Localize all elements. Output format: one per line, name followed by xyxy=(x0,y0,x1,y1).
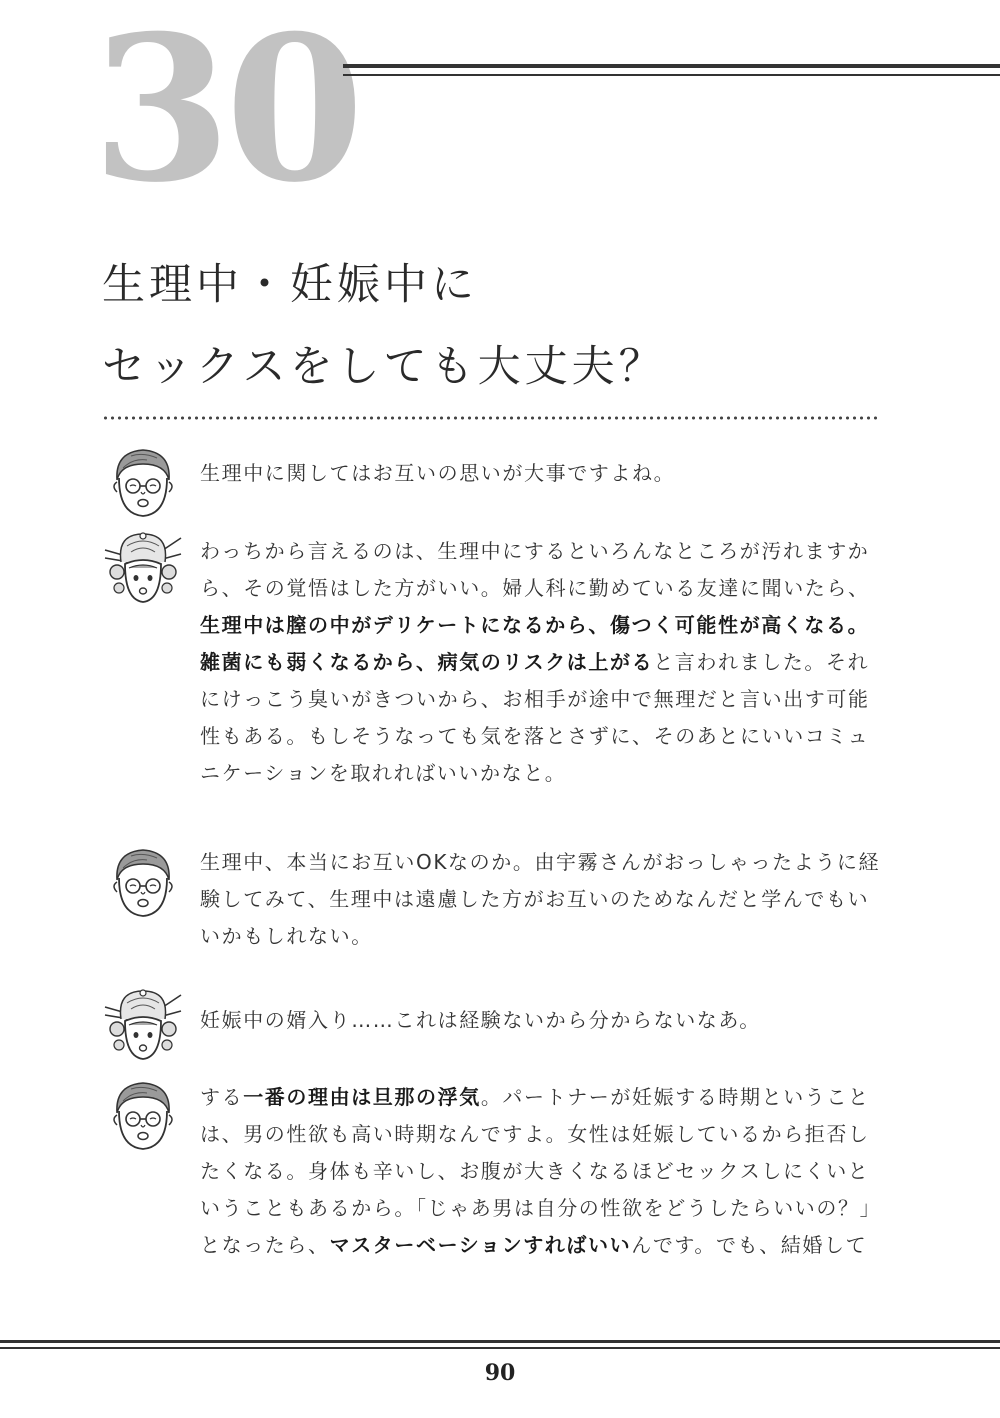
top-double-rule xyxy=(343,64,1000,76)
chapter-number: 30 xyxy=(92,0,359,227)
text-run: 妊娠中の婿入り……これは経験ないから分からないなあ。 xyxy=(200,1008,761,1032)
page-title xyxy=(102,244,666,408)
text-run: 。パートナーが妊娠する時期ということは、男の性欲も高い時期なんですよ。女性は妊娠しているから拒否したくなる。身体も辛いし、お腹が大きくなるほどセックスしにくいということもあるから。「じゃあ男は自分の性欲をどうしたらいいの？」となったら、 xyxy=(200,1085,882,1257)
speech-text xyxy=(200,1002,890,1039)
bottom-double-rule xyxy=(0,1340,1000,1349)
oiran-avatar-icon xyxy=(103,985,183,1065)
man-avatar-icon xyxy=(103,1075,183,1155)
dotted-divider xyxy=(102,416,878,420)
speech-text xyxy=(200,1079,890,1264)
text-run: 生理中に関してはお互いの思いが大事ですよね。 xyxy=(200,461,676,485)
man-avatar-icon xyxy=(103,442,183,522)
title-line-2: セックスをしても大丈夫？ xyxy=(102,342,666,392)
man-avatar-icon xyxy=(103,842,183,922)
bold-phrase: 生理中は膣の中がデリケートになるから、傷つく可能性が高くなる。雑菌にも弱くなるから、病気のリスクは上がる xyxy=(200,613,870,674)
text-run: んです。でも、結婚して xyxy=(631,1233,868,1257)
bold-phrase: 一番の理由は旦那の浮気 xyxy=(243,1085,481,1109)
text-run: する xyxy=(200,1085,244,1109)
text-run: 生理中、本当にお互いOKなのか。由宇霧さんがおっしゃったように経験してみて、生理中は遠慮した方がお互いのためなんだと学んでもいいかもしれない。 xyxy=(200,850,881,948)
speech-text xyxy=(200,455,890,492)
oiran-avatar-icon xyxy=(103,528,183,608)
page-number: 90 xyxy=(484,1360,516,1386)
title-line-1: 生理中・妊娠中に xyxy=(102,260,478,310)
text-run: わっちから言えるのは、生理中にするといろんなところが汚れますから、その覚悟はした方がいい。婦人科に勤めている友達に聞いたら、 xyxy=(200,539,870,600)
speech-text xyxy=(200,533,890,792)
text-run: と言われました。それにけっこう臭いがきついから、お相手が途中で無理だと言い出す可能性もある。もしそうなっても気を落とさずに、そのあとにいいコミュニケーションを取れればいいかなと。 xyxy=(200,650,870,785)
bold-phrase: マスターベーションすればいい xyxy=(329,1233,632,1257)
speech-text xyxy=(200,844,890,955)
